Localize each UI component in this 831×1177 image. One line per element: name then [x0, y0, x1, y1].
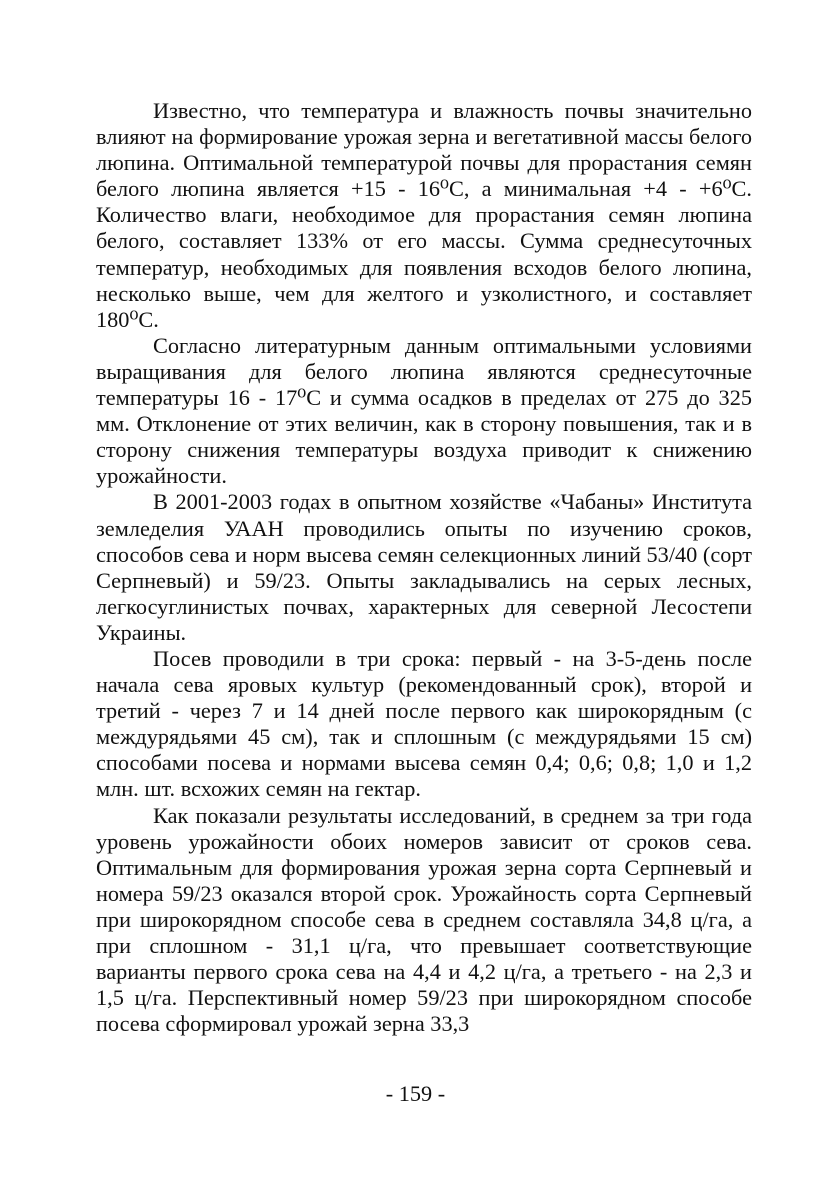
page-number: - 159 - [385, 1081, 446, 1106]
paragraph-1: Известно, что температура и влажность почвы значительно влияют на формирование урожая зерна и вегетативной массы белого люпина. Оптимальной температурой почвы для прорастания семян белого люпина является +15 - 16⁰С, а минимальная +4 - +6⁰С. Количество влаги, необходимое для прорастания семян люпина белого, составляет 133% от его массы. Сумма среднесуточных температур, необходимых для появления всходов белого люпина, несколько выше, чем для желтого и узколистного, и составляет 180⁰С. [96, 98, 752, 332]
paragraph-5: Как показали результаты исследований, в среднем за три года уровень урожайности обоих номеров зависит от сроков сева. Оптимальным для формирования урожая зерна сорта Серпневый и номера 59/23 оказался второй срок. Урожайность сорта Серпневый при широкорядном способе сева в среднем составляла 34,8 ц/га, а при сплошном - 31,1 ц/га, что превышает соответствующие варианты первого срока сева на 4,4 и 4,2 ц/га, а третьего - на 2,3 и 1,5 ц/га. Перспективный номер 59/23 при широкорядном способе посева сформировал урожай зерна 33,3 [96, 802, 752, 1037]
paragraph-4: Посев проводили в три срока: первый - на 3-5-день после начала сева яровых культур (рекомендованный срок), второй и третий - через 7 и 14 дней после первого как широкорядным (с междурядьями 45 см), так и сплошным (с междурядьями 15 см) способами посева и нормами высева семян 0,4; 0,6; 0,8; 1,0 и 1,2 млн. шт. всхожих семян на гектар. [96, 645, 752, 802]
paragraph-3: В 2001-2003 годах в опытном хозяйстве «Чабаны» Института земледелия УААН проводились опыты по изучению сроков, способов сева и норм высева семян селекционных линий 53/40 (сорт Серпневый) и 59/23. Опыты закладывались на серых лесных, легкосуглинистых почвах, характерных для северной Лесостепи Украины. [96, 489, 752, 645]
paragraph-2: Согласно литературным данным оптимальными условиями выращивания для белого люпина являются среднесуточные температуры 16 - 17⁰С и сумма осадков в пределах от 275 до 325 мм. Отклонение от этих величин, как в сторону повышения, так и в сторону снижения температуры воздуха приводит к снижению урожайности. [96, 332, 752, 489]
page-body [96, 98, 752, 1037]
